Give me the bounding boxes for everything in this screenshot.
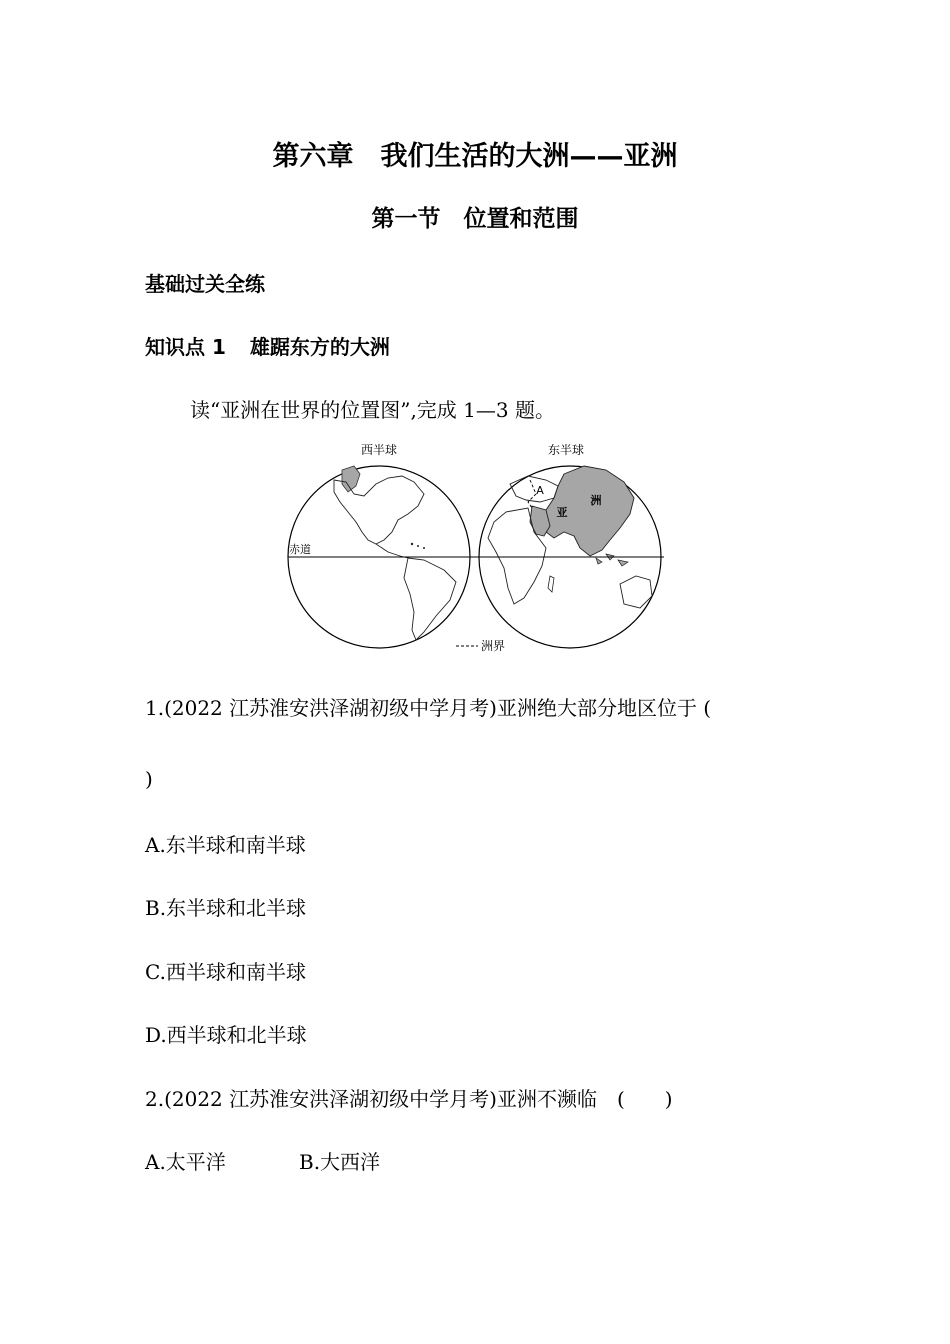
knowledge-point-heading [145,331,390,360]
point-a-label: A [536,484,544,497]
western-hemisphere-label: 西半球 [360,443,398,457]
question-2-option-a: A.太平洋 [145,1150,226,1174]
asia-label-second: 洲 [590,494,602,507]
practice-heading: 基础过关全练 [145,272,265,296]
eastern-hemisphere-label: 东半球 [547,443,585,457]
world-map-figure [284,436,668,658]
knowledge-point-title: 雄踞东方的大洲 [249,335,390,359]
equator-label: 赤道 [289,543,311,556]
question-2-answer-paren: ( ) [616,1087,673,1111]
question-1-option-b: B.东半球和北半球 [145,896,307,920]
question-2-stem: 2.(2022 江苏淮安洪泽湖初级中学月考)亚洲不濒临 [145,1087,597,1111]
question-2-line [145,1083,673,1112]
question-1-option-d: D.西半球和北半球 [145,1023,307,1047]
question-1-stem-close: ) [145,767,153,791]
question-1-stem: 1.(2022 江苏淮安洪泽湖初级中学月考)亚洲绝大部分地区位于 ( [145,696,712,720]
section-title: 第一节 位置和范围 [371,206,579,232]
legend-label: 洲界 [481,639,506,653]
asia-label-first: 亚 [556,506,568,519]
intro-text: 读“亚洲在世界的位置图”,完成 1—3 题。 [190,398,555,422]
question-2-option-b: B.大西洋 [299,1150,381,1174]
question-1-option-c: C.西半球和南半球 [145,960,306,984]
chapter-title: 第六章 我们生活的大洲——亚洲 [272,141,678,172]
knowledge-point-label: 知识点 1 [145,335,226,359]
question-1-option-a: A.东半球和南半球 [145,833,306,857]
